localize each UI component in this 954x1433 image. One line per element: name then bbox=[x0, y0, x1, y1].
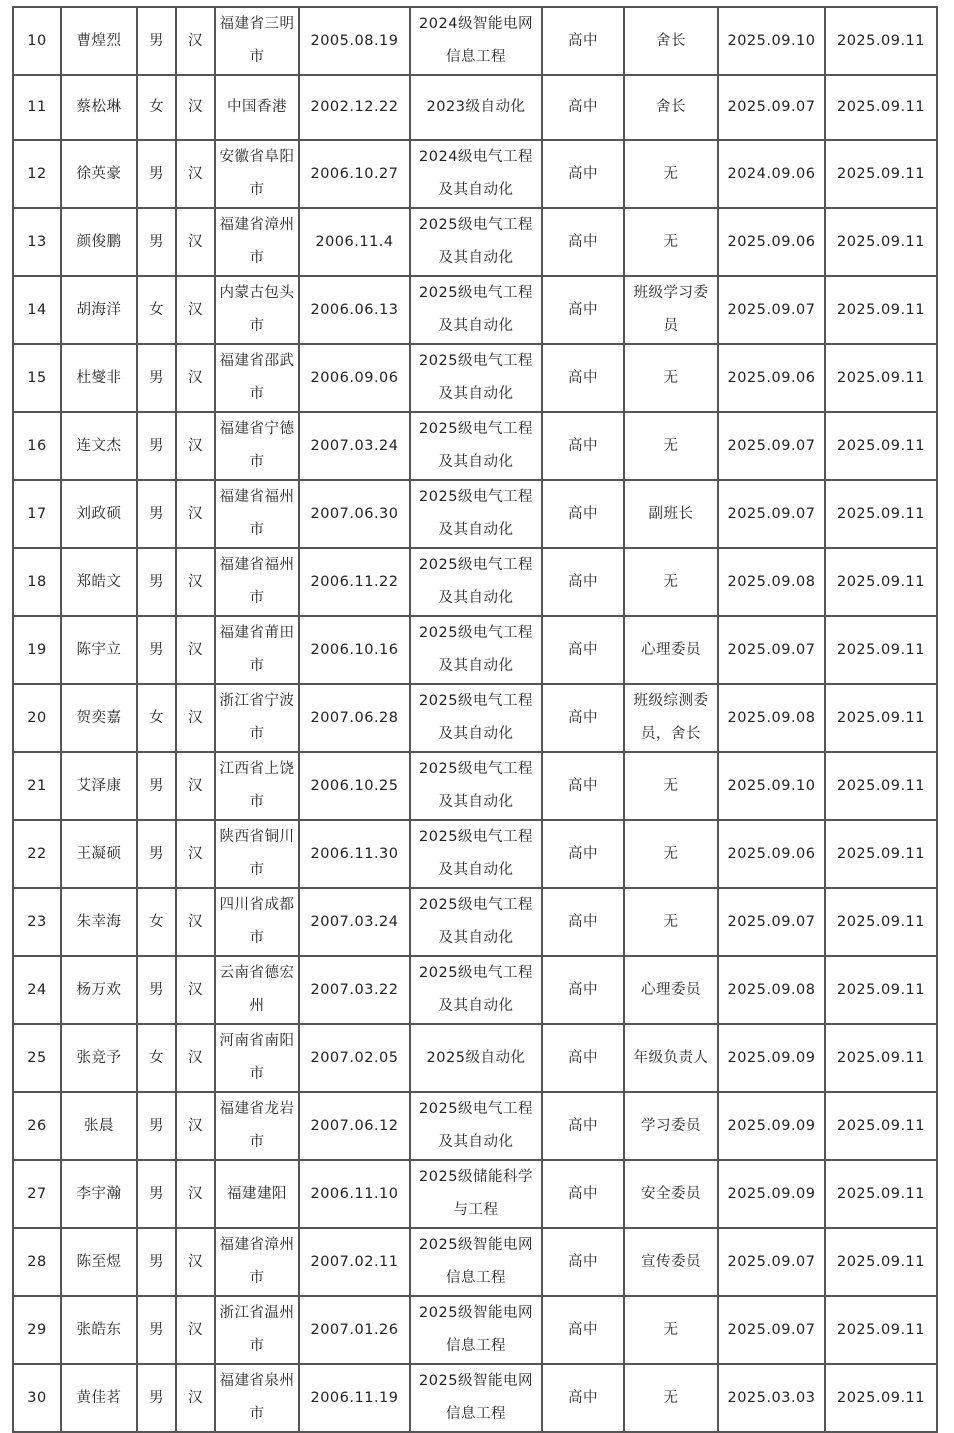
join-date-cell: 2025.09.06 bbox=[718, 208, 825, 276]
end-date-cell: 2025.09.11 bbox=[825, 1024, 937, 1092]
gender-cell: 男 bbox=[137, 412, 176, 480]
ethnicity-cell: 汉 bbox=[176, 412, 215, 480]
row-number-cell: 29 bbox=[13, 1296, 61, 1364]
table-row bbox=[13, 888, 937, 956]
position-cell: 无 bbox=[624, 140, 718, 208]
table-row bbox=[13, 1228, 937, 1296]
native-place-cell: 福建省宁德市 bbox=[215, 412, 299, 480]
table-row bbox=[13, 75, 937, 140]
major-cell: 2025级电气工程及其自动化 bbox=[410, 684, 542, 752]
birth-date-cell: 2007.06.12 bbox=[299, 1092, 410, 1160]
major-cell: 2025级自动化 bbox=[410, 1024, 542, 1092]
major-cell: 2025级电气工程及其自动化 bbox=[410, 208, 542, 276]
education-cell: 高中 bbox=[542, 888, 624, 956]
name-cell: 杨万欢 bbox=[61, 956, 137, 1024]
gender-cell: 男 bbox=[137, 1160, 176, 1228]
birth-date-cell: 2006.09.06 bbox=[299, 344, 410, 412]
major-cell: 2025级智能电网信息工程 bbox=[410, 1296, 542, 1364]
table-row bbox=[13, 480, 937, 548]
education-cell: 高中 bbox=[542, 412, 624, 480]
position-cell: 舍长 bbox=[624, 7, 718, 75]
position-cell: 无 bbox=[624, 1364, 718, 1432]
join-date-cell: 2025.09.07 bbox=[718, 412, 825, 480]
native-place-cell: 河南省南阳市 bbox=[215, 1024, 299, 1092]
major-cell: 2025级电气工程及其自动化 bbox=[410, 820, 542, 888]
education-cell: 高中 bbox=[542, 1092, 624, 1160]
join-date-cell: 2024.09.06 bbox=[718, 140, 825, 208]
table-row bbox=[13, 548, 937, 616]
education-cell: 高中 bbox=[542, 548, 624, 616]
table-row bbox=[13, 276, 937, 344]
gender-cell: 男 bbox=[137, 1296, 176, 1364]
row-number-cell: 21 bbox=[13, 752, 61, 820]
major-cell: 2025级电气工程及其自动化 bbox=[410, 752, 542, 820]
roster-page bbox=[12, 6, 936, 1433]
row-number-cell: 15 bbox=[13, 344, 61, 412]
end-date-cell: 2025.09.11 bbox=[825, 344, 937, 412]
position-cell: 无 bbox=[624, 344, 718, 412]
position-cell: 无 bbox=[624, 412, 718, 480]
ethnicity-cell: 汉 bbox=[176, 1024, 215, 1092]
birth-date-cell: 2005.08.19 bbox=[299, 7, 410, 75]
native-place-cell: 福建省漳州市 bbox=[215, 208, 299, 276]
position-cell: 班级学习委员 bbox=[624, 276, 718, 344]
name-cell: 艾泽康 bbox=[61, 752, 137, 820]
table-row bbox=[13, 208, 937, 276]
native-place-cell: 福建省福州市 bbox=[215, 480, 299, 548]
education-cell: 高中 bbox=[542, 344, 624, 412]
major-cell: 2025级电气工程及其自动化 bbox=[410, 276, 542, 344]
birth-date-cell: 2007.03.24 bbox=[299, 412, 410, 480]
native-place-cell: 福建省龙岩市 bbox=[215, 1092, 299, 1160]
gender-cell: 女 bbox=[137, 888, 176, 956]
major-cell: 2025级电气工程及其自动化 bbox=[410, 1092, 542, 1160]
row-number-cell: 26 bbox=[13, 1092, 61, 1160]
birth-date-cell: 2006.11.19 bbox=[299, 1364, 410, 1432]
gender-cell: 男 bbox=[137, 480, 176, 548]
ethnicity-cell: 汉 bbox=[176, 208, 215, 276]
join-date-cell: 2025.09.10 bbox=[718, 752, 825, 820]
table-row bbox=[13, 752, 937, 820]
birth-date-cell: 2007.06.30 bbox=[299, 480, 410, 548]
end-date-cell: 2025.09.11 bbox=[825, 412, 937, 480]
native-place-cell: 中国香港 bbox=[215, 75, 299, 140]
gender-cell: 男 bbox=[137, 1364, 176, 1432]
name-cell: 陈至煜 bbox=[61, 1228, 137, 1296]
join-date-cell: 2025.09.09 bbox=[718, 1024, 825, 1092]
end-date-cell: 2025.09.11 bbox=[825, 208, 937, 276]
table-row bbox=[13, 820, 937, 888]
join-date-cell: 2025.09.07 bbox=[718, 1296, 825, 1364]
position-cell: 心理委员 bbox=[624, 956, 718, 1024]
table-row bbox=[13, 140, 937, 208]
row-number-cell: 13 bbox=[13, 208, 61, 276]
ethnicity-cell: 汉 bbox=[176, 276, 215, 344]
join-date-cell: 2025.09.07 bbox=[718, 888, 825, 956]
end-date-cell: 2025.09.11 bbox=[825, 1296, 937, 1364]
ethnicity-cell: 汉 bbox=[176, 888, 215, 956]
end-date-cell: 2025.09.11 bbox=[825, 1092, 937, 1160]
education-cell: 高中 bbox=[542, 820, 624, 888]
ethnicity-cell: 汉 bbox=[176, 1296, 215, 1364]
birth-date-cell: 2006.06.13 bbox=[299, 276, 410, 344]
join-date-cell: 2025.09.07 bbox=[718, 480, 825, 548]
ethnicity-cell: 汉 bbox=[176, 616, 215, 684]
join-date-cell: 2025.09.06 bbox=[718, 820, 825, 888]
native-place-cell: 浙江省温州市 bbox=[215, 1296, 299, 1364]
join-date-cell: 2025.09.07 bbox=[718, 1228, 825, 1296]
row-number-cell: 28 bbox=[13, 1228, 61, 1296]
end-date-cell: 2025.09.11 bbox=[825, 548, 937, 616]
end-date-cell: 2025.09.11 bbox=[825, 1228, 937, 1296]
birth-date-cell: 2007.06.28 bbox=[299, 684, 410, 752]
table-row bbox=[13, 956, 937, 1024]
gender-cell: 女 bbox=[137, 1024, 176, 1092]
native-place-cell: 福建省福州市 bbox=[215, 548, 299, 616]
position-cell: 心理委员 bbox=[624, 616, 718, 684]
gender-cell: 男 bbox=[137, 7, 176, 75]
name-cell: 李宇瀚 bbox=[61, 1160, 137, 1228]
native-place-cell: 福建省莆田市 bbox=[215, 616, 299, 684]
name-cell: 连文杰 bbox=[61, 412, 137, 480]
name-cell: 蔡松琳 bbox=[61, 75, 137, 140]
row-number-cell: 19 bbox=[13, 616, 61, 684]
gender-cell: 男 bbox=[137, 548, 176, 616]
table-row bbox=[13, 7, 937, 75]
row-number-cell: 23 bbox=[13, 888, 61, 956]
birth-date-cell: 2007.03.24 bbox=[299, 888, 410, 956]
education-cell: 高中 bbox=[542, 1160, 624, 1228]
row-number-cell: 30 bbox=[13, 1364, 61, 1432]
name-cell: 陈宇立 bbox=[61, 616, 137, 684]
major-cell: 2024级电气工程及其自动化 bbox=[410, 140, 542, 208]
end-date-cell: 2025.09.11 bbox=[825, 888, 937, 956]
position-cell: 无 bbox=[624, 820, 718, 888]
table-row bbox=[13, 684, 937, 752]
birth-date-cell: 2006.11.22 bbox=[299, 548, 410, 616]
birth-date-cell: 2007.02.05 bbox=[299, 1024, 410, 1092]
name-cell: 张晨 bbox=[61, 1092, 137, 1160]
name-cell: 张皓东 bbox=[61, 1296, 137, 1364]
position-cell: 宣传委员 bbox=[624, 1228, 718, 1296]
ethnicity-cell: 汉 bbox=[176, 956, 215, 1024]
native-place-cell: 浙江省宁波市 bbox=[215, 684, 299, 752]
row-number-cell: 12 bbox=[13, 140, 61, 208]
major-cell: 2025级电气工程及其自动化 bbox=[410, 888, 542, 956]
major-cell: 2025级电气工程及其自动化 bbox=[410, 616, 542, 684]
position-cell: 学习委员 bbox=[624, 1092, 718, 1160]
education-cell: 高中 bbox=[542, 1228, 624, 1296]
birth-date-cell: 2006.11.4 bbox=[299, 208, 410, 276]
table-row bbox=[13, 1024, 937, 1092]
education-cell: 高中 bbox=[542, 208, 624, 276]
name-cell: 张竞予 bbox=[61, 1024, 137, 1092]
gender-cell: 男 bbox=[137, 616, 176, 684]
major-cell: 2025级电气工程及其自动化 bbox=[410, 956, 542, 1024]
native-place-cell: 云南省德宏州 bbox=[215, 956, 299, 1024]
join-date-cell: 2025.09.06 bbox=[718, 344, 825, 412]
table-row bbox=[13, 1296, 937, 1364]
row-number-cell: 16 bbox=[13, 412, 61, 480]
birth-date-cell: 2007.01.26 bbox=[299, 1296, 410, 1364]
join-date-cell: 2025.09.07 bbox=[718, 75, 825, 140]
native-place-cell: 福建建阳 bbox=[215, 1160, 299, 1228]
native-place-cell: 江西省上饶市 bbox=[215, 752, 299, 820]
gender-cell: 男 bbox=[137, 208, 176, 276]
position-cell: 无 bbox=[624, 1296, 718, 1364]
ethnicity-cell: 汉 bbox=[176, 548, 215, 616]
birth-date-cell: 2006.11.30 bbox=[299, 820, 410, 888]
end-date-cell: 2025.09.11 bbox=[825, 276, 937, 344]
join-date-cell: 2025.03.03 bbox=[718, 1364, 825, 1432]
major-cell: 2023级自动化 bbox=[410, 75, 542, 140]
row-number-cell: 14 bbox=[13, 276, 61, 344]
ethnicity-cell: 汉 bbox=[176, 140, 215, 208]
position-cell: 年级负责人 bbox=[624, 1024, 718, 1092]
join-date-cell: 2025.09.08 bbox=[718, 956, 825, 1024]
member-roster-table bbox=[12, 6, 938, 1433]
name-cell: 曹煌烈 bbox=[61, 7, 137, 75]
position-cell: 班级综测委员，舍长 bbox=[624, 684, 718, 752]
ethnicity-cell: 汉 bbox=[176, 820, 215, 888]
row-number-cell: 11 bbox=[13, 75, 61, 140]
join-date-cell: 2025.09.09 bbox=[718, 1092, 825, 1160]
education-cell: 高中 bbox=[542, 1364, 624, 1432]
birth-date-cell: 2002.12.22 bbox=[299, 75, 410, 140]
name-cell: 徐英豪 bbox=[61, 140, 137, 208]
ethnicity-cell: 汉 bbox=[176, 480, 215, 548]
row-number-cell: 20 bbox=[13, 684, 61, 752]
native-place-cell: 福建省泉州市 bbox=[215, 1364, 299, 1432]
ethnicity-cell: 汉 bbox=[176, 684, 215, 752]
education-cell: 高中 bbox=[542, 956, 624, 1024]
position-cell: 舍长 bbox=[624, 75, 718, 140]
education-cell: 高中 bbox=[542, 75, 624, 140]
join-date-cell: 2025.09.10 bbox=[718, 7, 825, 75]
position-cell: 副班长 bbox=[624, 480, 718, 548]
birth-date-cell: 2007.02.11 bbox=[299, 1228, 410, 1296]
gender-cell: 男 bbox=[137, 1228, 176, 1296]
table-row bbox=[13, 1364, 937, 1432]
ethnicity-cell: 汉 bbox=[176, 344, 215, 412]
table-row bbox=[13, 616, 937, 684]
gender-cell: 男 bbox=[137, 1092, 176, 1160]
table-row bbox=[13, 344, 937, 412]
name-cell: 黄佳茗 bbox=[61, 1364, 137, 1432]
native-place-cell: 内蒙古包头市 bbox=[215, 276, 299, 344]
row-number-cell: 17 bbox=[13, 480, 61, 548]
major-cell: 2025级电气工程及其自动化 bbox=[410, 412, 542, 480]
end-date-cell: 2025.09.11 bbox=[825, 1364, 937, 1432]
ethnicity-cell: 汉 bbox=[176, 7, 215, 75]
row-number-cell: 22 bbox=[13, 820, 61, 888]
birth-date-cell: 2006.11.10 bbox=[299, 1160, 410, 1228]
table-row bbox=[13, 412, 937, 480]
ethnicity-cell: 汉 bbox=[176, 75, 215, 140]
gender-cell: 男 bbox=[137, 140, 176, 208]
native-place-cell: 福建省邵武市 bbox=[215, 344, 299, 412]
education-cell: 高中 bbox=[542, 7, 624, 75]
end-date-cell: 2025.09.11 bbox=[825, 820, 937, 888]
end-date-cell: 2025.09.11 bbox=[825, 752, 937, 820]
major-cell: 2025级智能电网信息工程 bbox=[410, 1364, 542, 1432]
gender-cell: 女 bbox=[137, 276, 176, 344]
name-cell: 王凝硕 bbox=[61, 820, 137, 888]
end-date-cell: 2025.09.11 bbox=[825, 684, 937, 752]
join-date-cell: 2025.09.07 bbox=[718, 276, 825, 344]
position-cell: 无 bbox=[624, 888, 718, 956]
gender-cell: 女 bbox=[137, 684, 176, 752]
native-place-cell: 福建省三明市 bbox=[215, 7, 299, 75]
education-cell: 高中 bbox=[542, 1024, 624, 1092]
gender-cell: 男 bbox=[137, 344, 176, 412]
row-number-cell: 10 bbox=[13, 7, 61, 75]
native-place-cell: 福建省漳州市 bbox=[215, 1228, 299, 1296]
birth-date-cell: 2006.10.27 bbox=[299, 140, 410, 208]
native-place-cell: 陕西省铜川市 bbox=[215, 820, 299, 888]
gender-cell: 男 bbox=[137, 752, 176, 820]
education-cell: 高中 bbox=[542, 752, 624, 820]
join-date-cell: 2025.09.09 bbox=[718, 1160, 825, 1228]
birth-date-cell: 2007.03.22 bbox=[299, 956, 410, 1024]
row-number-cell: 27 bbox=[13, 1160, 61, 1228]
end-date-cell: 2025.09.11 bbox=[825, 956, 937, 1024]
name-cell: 朱幸海 bbox=[61, 888, 137, 956]
gender-cell: 男 bbox=[137, 956, 176, 1024]
native-place-cell: 安徽省阜阳市 bbox=[215, 140, 299, 208]
join-date-cell: 2025.09.07 bbox=[718, 616, 825, 684]
ethnicity-cell: 汉 bbox=[176, 1364, 215, 1432]
join-date-cell: 2025.09.08 bbox=[718, 548, 825, 616]
native-place-cell: 四川省成都市 bbox=[215, 888, 299, 956]
end-date-cell: 2025.09.11 bbox=[825, 616, 937, 684]
table-row bbox=[13, 1092, 937, 1160]
birth-date-cell: 2006.10.16 bbox=[299, 616, 410, 684]
end-date-cell: 2025.09.11 bbox=[825, 75, 937, 140]
major-cell: 2025级智能电网信息工程 bbox=[410, 1228, 542, 1296]
major-cell: 2025级储能科学与工程 bbox=[410, 1160, 542, 1228]
birth-date-cell: 2006.10.25 bbox=[299, 752, 410, 820]
name-cell: 刘政硕 bbox=[61, 480, 137, 548]
position-cell: 无 bbox=[624, 548, 718, 616]
name-cell: 颜俊鹏 bbox=[61, 208, 137, 276]
major-cell: 2025级电气工程及其自动化 bbox=[410, 480, 542, 548]
ethnicity-cell: 汉 bbox=[176, 1160, 215, 1228]
join-date-cell: 2025.09.08 bbox=[718, 684, 825, 752]
name-cell: 杜燮非 bbox=[61, 344, 137, 412]
major-cell: 2025级电气工程及其自动化 bbox=[410, 344, 542, 412]
name-cell: 贺奕嘉 bbox=[61, 684, 137, 752]
gender-cell: 女 bbox=[137, 75, 176, 140]
row-number-cell: 18 bbox=[13, 548, 61, 616]
end-date-cell: 2025.09.11 bbox=[825, 1160, 937, 1228]
ethnicity-cell: 汉 bbox=[176, 1228, 215, 1296]
position-cell: 无 bbox=[624, 752, 718, 820]
name-cell: 胡海洋 bbox=[61, 276, 137, 344]
education-cell: 高中 bbox=[542, 1296, 624, 1364]
major-cell: 2025级电气工程及其自动化 bbox=[410, 548, 542, 616]
roster-body bbox=[13, 7, 937, 1432]
education-cell: 高中 bbox=[542, 140, 624, 208]
gender-cell: 男 bbox=[137, 820, 176, 888]
major-cell: 2024级智能电网信息工程 bbox=[410, 7, 542, 75]
position-cell: 无 bbox=[624, 208, 718, 276]
name-cell: 郑皓文 bbox=[61, 548, 137, 616]
end-date-cell: 2025.09.11 bbox=[825, 140, 937, 208]
education-cell: 高中 bbox=[542, 684, 624, 752]
table-row bbox=[13, 1160, 937, 1228]
end-date-cell: 2025.09.11 bbox=[825, 7, 937, 75]
education-cell: 高中 bbox=[542, 480, 624, 548]
education-cell: 高中 bbox=[542, 276, 624, 344]
ethnicity-cell: 汉 bbox=[176, 1092, 215, 1160]
ethnicity-cell: 汉 bbox=[176, 752, 215, 820]
education-cell: 高中 bbox=[542, 616, 624, 684]
position-cell: 安全委员 bbox=[624, 1160, 718, 1228]
row-number-cell: 24 bbox=[13, 956, 61, 1024]
end-date-cell: 2025.09.11 bbox=[825, 480, 937, 548]
row-number-cell: 25 bbox=[13, 1024, 61, 1092]
